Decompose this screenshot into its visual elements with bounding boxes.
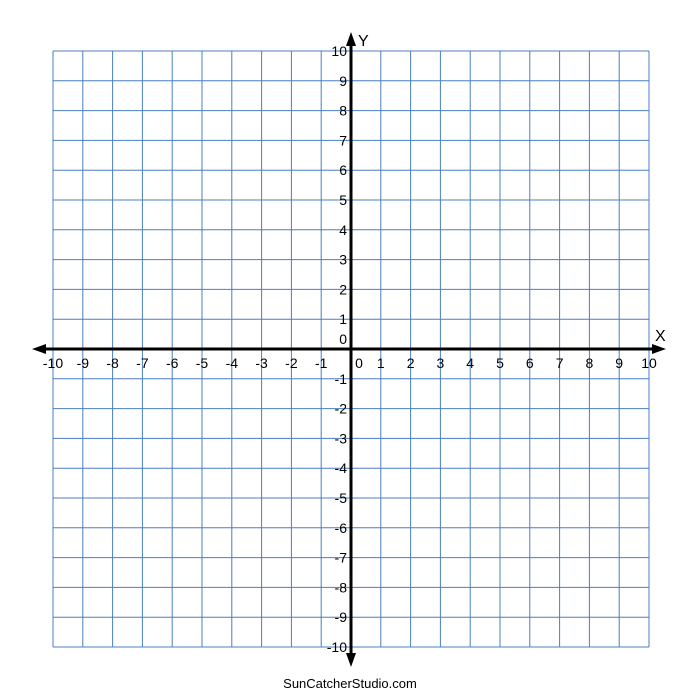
x-tick-label: 0 — [355, 355, 363, 371]
x-tick-label: 4 — [466, 355, 475, 371]
y-tick-label: -6 — [334, 519, 347, 536]
y-tick-label: 8 — [339, 102, 347, 119]
y-tick-label: -1 — [334, 370, 347, 387]
y-tick-label: -9 — [334, 609, 347, 626]
x-tick-label: -5 — [195, 355, 209, 371]
x-tick-label: -4 — [225, 355, 239, 371]
x-tick-label: -3 — [255, 355, 268, 371]
x-axis-label: X — [655, 328, 666, 345]
y-axis-label: Y — [358, 33, 369, 50]
x-tick-label: 2 — [406, 355, 415, 371]
x-tick-label: -10 — [42, 355, 64, 371]
x-tick-label: 3 — [436, 355, 445, 371]
axes — [32, 32, 666, 667]
x-tick-label: 8 — [585, 355, 594, 371]
y-tick-label: 10 — [331, 43, 347, 59]
x-tick-label: -7 — [136, 355, 149, 371]
x-tick-label: -9 — [76, 355, 90, 371]
x-tick-label: 1 — [376, 355, 385, 371]
y-tick-label: -4 — [334, 460, 347, 477]
origin-label: 0 — [339, 331, 347, 347]
y-tick-label: -5 — [334, 490, 347, 506]
y-axis-up-arrow — [346, 32, 356, 46]
y-tick-label: -7 — [334, 549, 347, 566]
y-tick-label: 6 — [339, 162, 347, 179]
x-axis-left-arrow — [32, 344, 46, 354]
x-tick-label: 5 — [496, 355, 504, 371]
x-tick-label: -6 — [165, 355, 179, 371]
x-tick-label: -2 — [285, 355, 298, 371]
x-tick-label: 6 — [525, 355, 534, 371]
x-tick-label: -8 — [106, 355, 119, 371]
x-tick-label: -1 — [314, 355, 328, 371]
y-tick-label: 3 — [339, 251, 347, 268]
footer-credit: SunCatcherStudio.com — [283, 676, 417, 691]
y-tick-label: -8 — [334, 579, 347, 596]
y-tick-label: 2 — [339, 281, 347, 298]
y-tick-label: -3 — [334, 430, 347, 447]
y-tick-label: 7 — [339, 132, 347, 149]
x-tick-label: 9 — [615, 355, 624, 371]
y-tick-label: 1 — [339, 311, 347, 328]
x-tick-label: 7 — [555, 355, 564, 371]
y-tick-label: -10 — [326, 639, 347, 655]
x-axis-right-arrow — [652, 344, 666, 354]
x-tick-label: 10 — [641, 355, 657, 371]
y-axis-down-arrow — [346, 653, 356, 667]
y-tick-label: 9 — [339, 72, 347, 89]
y-tick-label: 5 — [339, 192, 347, 208]
y-tick-label: 4 — [339, 221, 347, 238]
y-tick-label: -2 — [334, 400, 347, 417]
